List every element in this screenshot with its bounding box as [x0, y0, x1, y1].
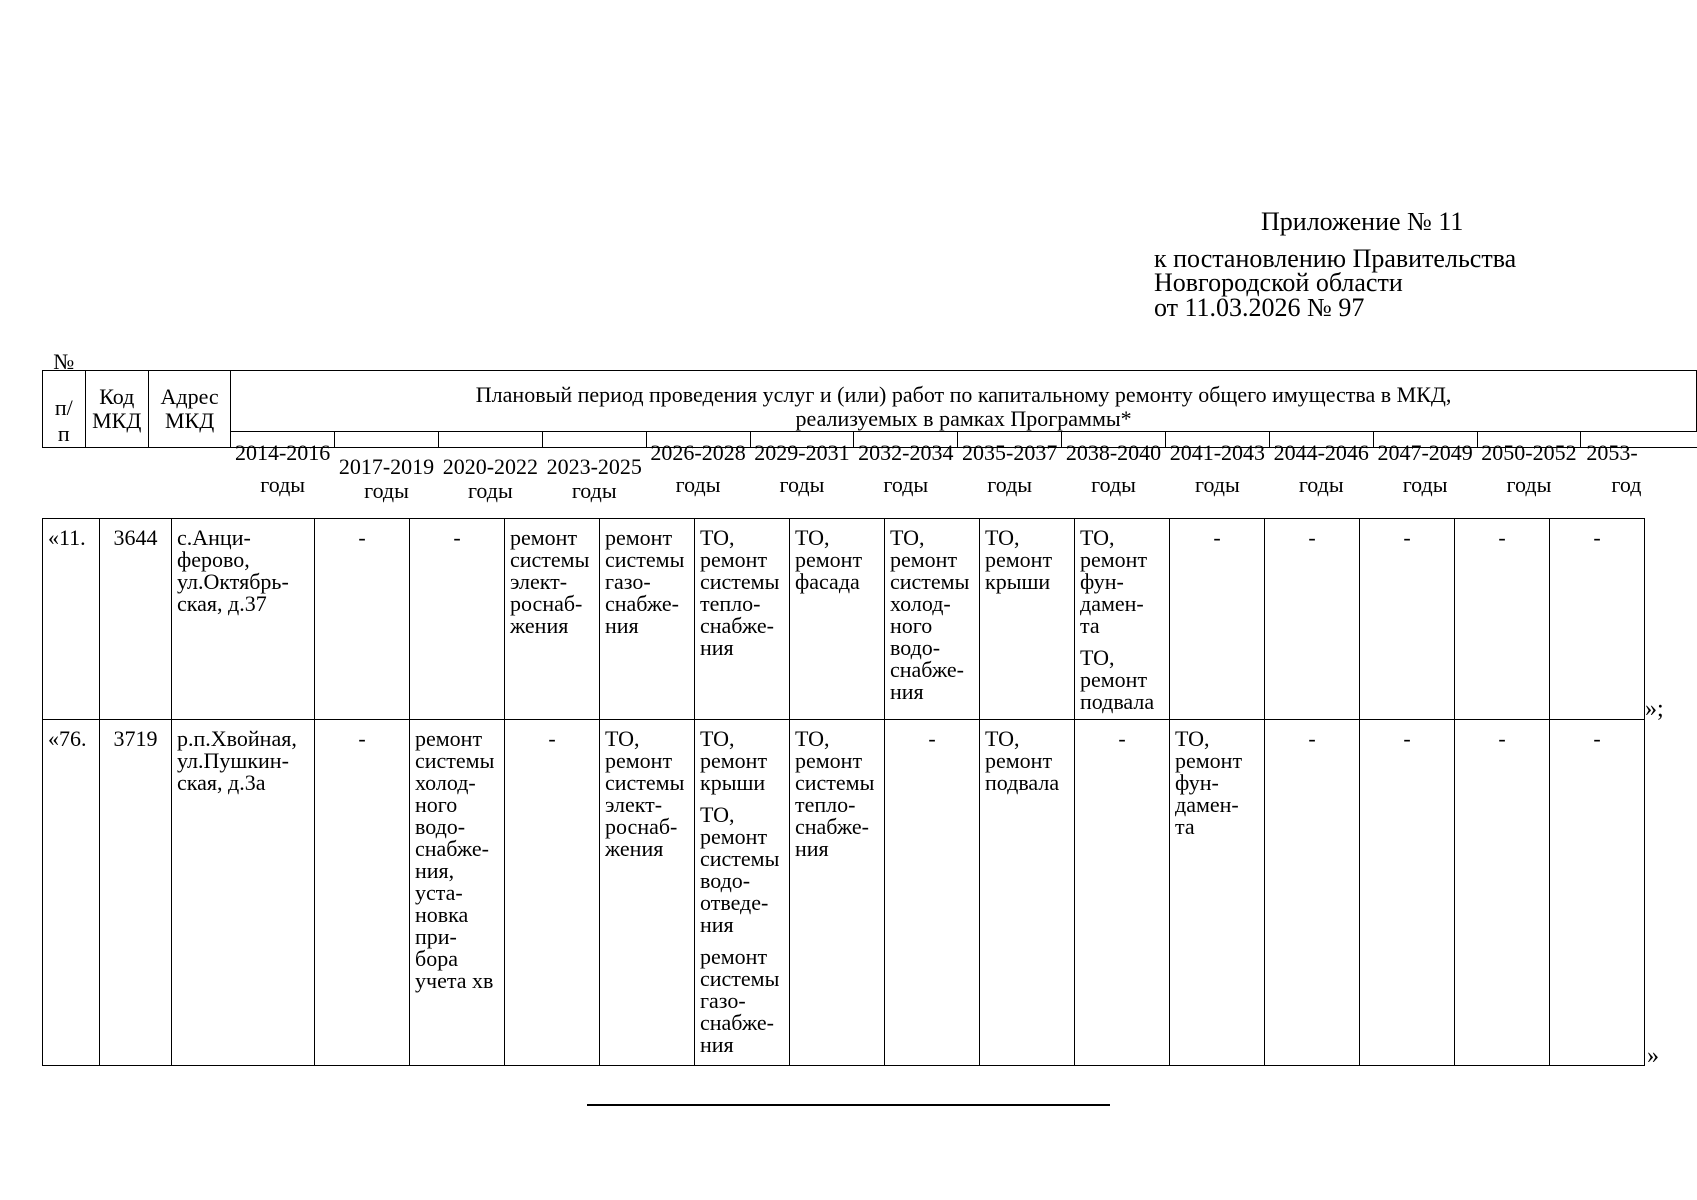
period-work-cell [1455, 519, 1550, 720]
annex-line-3: от 11.03.2026 № 97 [1154, 293, 1365, 322]
work-item: - [1498, 525, 1506, 550]
work-item: ТО, ремонт системы тепло- снабже- ния [700, 525, 780, 660]
work-item: - [1498, 726, 1506, 751]
period-work-cell [600, 720, 695, 1066]
period-unit: годы [779, 472, 825, 497]
header-caption-line1: Плановый период проведения услуг и (или) работ по капитальному ремонту общего имущества в МКД, [475, 382, 1452, 407]
period-years: 2044-2046 [1273, 440, 1369, 465]
period-cell [1062, 432, 1166, 497]
period-unit: годы [1402, 472, 1448, 497]
work-item: ТО, ремонт фасада [795, 525, 863, 594]
work-item: - [358, 726, 366, 751]
header-num-cell [43, 349, 86, 448]
mkd-address-text: с.Анци- ферово, ул.Октябрь- ская, д.37 [177, 525, 289, 616]
work-item: ТО, ремонт фун- дамен- та [1080, 525, 1148, 638]
work-item: ТО, ремонт фун- дамен- та [1175, 726, 1243, 839]
mkd-address-text: р.п.Хвойная, ул.Пушкин- ская, д.3а [177, 726, 297, 795]
period-work-cell [885, 519, 980, 720]
period-cell [1165, 432, 1269, 497]
period-unit: годы [1091, 472, 1136, 497]
period-cell [1477, 432, 1581, 497]
work-item: ремонт системы газо- снабже- ния [605, 525, 685, 638]
mkd-code [100, 519, 172, 720]
work-item: ТО, ремонт системы водо- отведе- ния [700, 802, 780, 937]
work-item: ТО, ремонт подвала [1080, 645, 1155, 714]
work-item: ремонт системы элект- роснаб- жения [510, 525, 590, 638]
period-unit: годы [675, 472, 721, 497]
work-item: - [1308, 525, 1316, 550]
period-work-cell [600, 519, 695, 720]
period-work-cell [790, 519, 885, 720]
period-work-cell [410, 720, 505, 1066]
period-work-cell [980, 519, 1075, 720]
work-item: ТО, ремонт крыши [700, 726, 768, 795]
row-number-text: «76. [48, 726, 87, 751]
period-cell [1373, 432, 1477, 497]
period-years: 2050-2052 [1481, 440, 1577, 465]
period-work-cell [695, 519, 790, 720]
period-work-cell [1170, 720, 1265, 1066]
period-work-cell [1265, 720, 1360, 1066]
period-work-cell [1360, 720, 1455, 1066]
period-years: 2029-2031 [754, 440, 850, 465]
table-row [43, 720, 1645, 1066]
period-work-cell [505, 519, 600, 720]
work-item: - [1213, 525, 1221, 550]
period-work-cell [1455, 720, 1550, 1066]
annex-line-1: к постановлению Правительства [1154, 244, 1517, 273]
row-number [43, 519, 100, 720]
period-work-cell [885, 720, 980, 1066]
table-body [42, 518, 1645, 1066]
period-unit: годы [987, 472, 1033, 497]
period-years: 2020-2022 [442, 454, 539, 479]
period-cell [958, 432, 1062, 497]
period-work-cell [1265, 519, 1360, 720]
period-work-cell [1550, 720, 1645, 1066]
period-unit: год [1611, 472, 1642, 497]
row-1-close-quote: »; [1645, 696, 1664, 722]
period-work-cell [505, 720, 600, 1066]
row-2-close-quote: » [1647, 1043, 1659, 1069]
period-years: 2053- [1586, 440, 1638, 465]
period-cell [542, 432, 646, 503]
period-unit: годы [364, 478, 409, 503]
work-item: - [1403, 726, 1411, 751]
header-code: Код МКД [85, 371, 148, 448]
period-work-cell [1170, 519, 1265, 720]
work-item: ТО, ремонт системы тепло- снабже- ния [795, 726, 875, 861]
period-unit: годы [467, 478, 513, 503]
mkd-address [172, 720, 315, 1066]
period-cell [231, 432, 335, 497]
period-unit: годы [1194, 472, 1240, 497]
header-caption [231, 371, 1697, 432]
period-years: 2014-2016 [234, 440, 331, 465]
period-work-cell [1360, 519, 1455, 720]
period-unit: годы [260, 472, 306, 497]
header-num-sub: п/ п [54, 395, 73, 446]
period-cell [1581, 432, 1697, 497]
annex-title: Приложение № 11 [1261, 207, 1464, 236]
period-years: 2017-2019 [338, 454, 435, 479]
period-years: 2047-2049 [1377, 440, 1473, 465]
header-num: № [53, 349, 75, 374]
period-work-cell [315, 519, 410, 720]
work-item: ТО, ремонт подвала [985, 726, 1060, 795]
work-item: - [1308, 726, 1316, 751]
table-header [42, 349, 1697, 503]
work-item: - [1403, 525, 1411, 550]
period-work-cell [790, 720, 885, 1066]
table-row [43, 519, 1645, 720]
work-item: - [453, 525, 461, 550]
period-cell [646, 432, 750, 497]
period-years: 2038-2040 [1065, 440, 1162, 465]
work-item: - [1593, 525, 1601, 550]
period-work-cell [1075, 519, 1170, 720]
mkd-address [172, 519, 315, 720]
period-cell [750, 432, 854, 497]
period-unit: годы [571, 478, 617, 503]
period-work-cell [980, 720, 1075, 1066]
work-item: ТО, ремонт системы холод- ного водо- снабже- ния [890, 525, 970, 704]
period-years: 2035-2037 [962, 440, 1058, 465]
period-cell [335, 432, 439, 503]
mkd-code-text: 3644 [113, 525, 158, 550]
period-work-cell [1075, 720, 1170, 1066]
period-unit: годы [1506, 472, 1552, 497]
work-item: - [1118, 726, 1126, 751]
work-item: - [1593, 726, 1601, 751]
period-unit: годы [1298, 472, 1344, 497]
work-item: ремонт системы газо- снабже- ния [700, 944, 780, 1057]
period-work-cell [695, 720, 790, 1066]
work-item: ТО, ремонт системы элект- роснаб- жения [605, 726, 685, 861]
mkd-code-text: 3719 [113, 726, 158, 751]
period-years: 2026-2028 [650, 440, 746, 465]
period-years: 2023-2025 [546, 454, 642, 479]
period-years: 2032-2034 [858, 440, 954, 465]
work-item: ремонт системы холод- ного водо- снабже- ния, уста- новка при- бора учета хв [415, 726, 495, 993]
period-cell [438, 432, 542, 503]
header-address: Адрес МКД [148, 371, 230, 448]
work-item: ТО, ремонт крыши [985, 525, 1053, 594]
row-number [43, 720, 100, 1066]
period-work-cell [1550, 519, 1645, 720]
period-cell [1269, 432, 1373, 497]
period-years: 2041-2043 [1169, 440, 1266, 465]
work-item: - [358, 525, 366, 550]
header-caption-line2: реализуемых в рамках Программы* [795, 406, 1132, 431]
footer-divider [587, 1104, 1110, 1106]
work-item: - [548, 726, 556, 751]
period-unit: годы [883, 472, 929, 497]
period-cell [854, 432, 958, 497]
period-work-cell [410, 519, 505, 720]
period-work-cell [315, 720, 410, 1066]
row-number-text: «11. [48, 525, 86, 550]
mkd-code [100, 720, 172, 1066]
annex-line-2: Новгородской области [1154, 268, 1403, 297]
work-item: - [928, 726, 936, 751]
